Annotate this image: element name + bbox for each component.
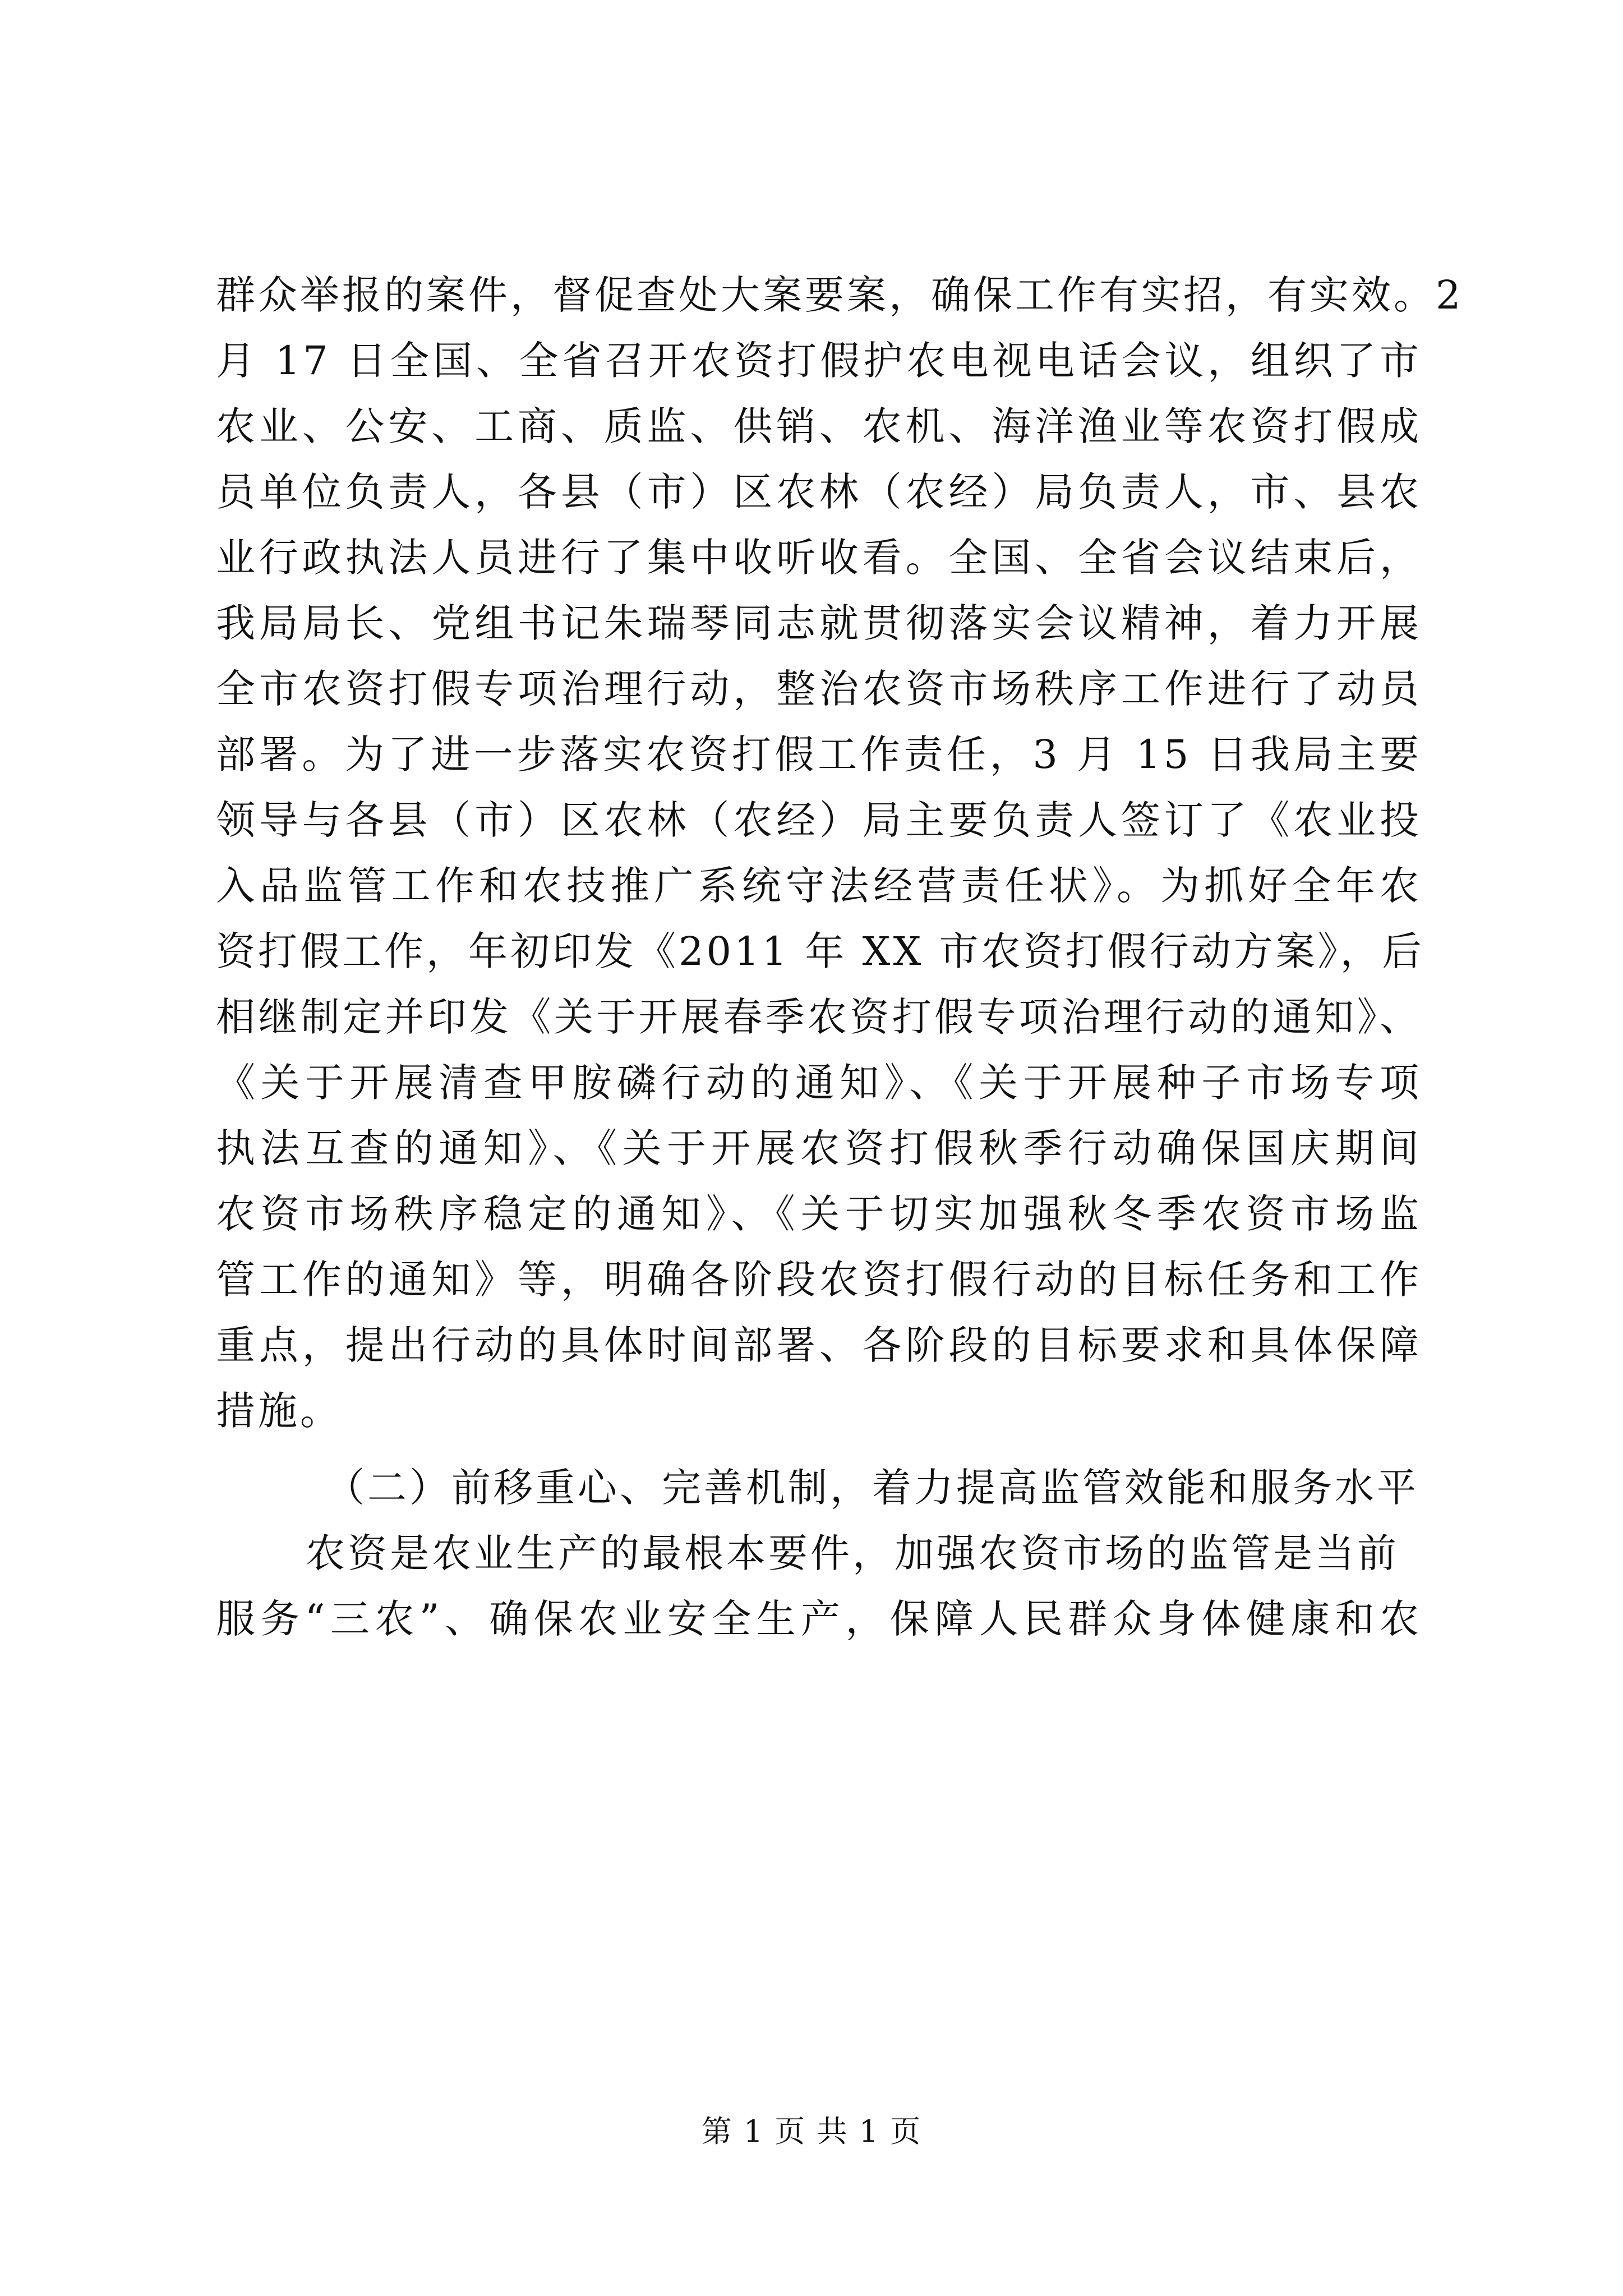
body-line: 农业、公安、工商、质监、供销、农机、海洋渔业等农资打假成	[216, 403, 1422, 449]
page-footer: 第 1 页 共 1 页	[701, 2114, 922, 2149]
body-line: 员单位负责人，各县（市）区农林（农经）局负责人，市、县农	[216, 469, 1422, 515]
body-line: 《关于开展清查甲胺磷行动的通知》、《关于开展种子市场专项	[216, 1060, 1422, 1106]
body-line: 我局局长、党组书记朱瑞琴同志就贯彻落实会议精神，着力开展	[216, 600, 1422, 646]
paragraph-line: 农资是农业生产的最根本要件，加强农资市场的监管是当前	[306, 1530, 1399, 1576]
body-line: 部署。为了进一步落实农资打假工作责任，3 月 15 日我局主要	[216, 731, 1422, 777]
body-line: 管工作的通知》等，明确各阶段农资打假行动的目标任务和工作	[216, 1257, 1422, 1303]
body-line: 业行政执法人员进行了集中收听收看。全国、全省会议结束后，	[216, 535, 1422, 581]
body-line: 全市农资打假专项治理行动，整治农资市场秩序工作进行了动员	[216, 666, 1422, 712]
body-line: 执法互查的通知》、《关于开展农资打假秋季行动确保国庆期间	[216, 1125, 1422, 1171]
body-line: 入品监管工作和农技推广系统守法经营责任状》。为抓好全年农	[216, 863, 1422, 909]
body-line: 措施。	[216, 1388, 342, 1434]
body-line: 农资市场秩序稳定的通知》、《关于切实加强秋冬季农资市场监	[216, 1191, 1422, 1237]
paragraph-line: 服务“三农”、确保农业安全生产，保障人民群众身体健康和农	[216, 1596, 1422, 1642]
section-heading: （二）前移重心、完善机制，着力提高监管效能和服务水平	[325, 1465, 1419, 1511]
body-line: 群众举报的案件，督促查处大案要案，确保工作有实招，有实效。2	[216, 272, 1464, 318]
body-line: 重点，提出行动的具体时间部署、各阶段的目标要求和具体保障	[216, 1322, 1422, 1368]
document-body	[216, 263, 1464, 1652]
body-line: 月 17 日全国、全省召开农资打假护农电视电话会议，组织了市	[216, 338, 1422, 384]
body-line: 资打假工作，年初印发《2011 年 XX 市农资打假行动方案》，后	[216, 928, 1424, 974]
body-line: 领导与各县（市）区农林（农经）局主要负责人签订了《农业投	[216, 797, 1422, 843]
body-line: 相继制定并印发《关于开展春季农资打假专项治理行动的通知》、	[216, 994, 1422, 1040]
